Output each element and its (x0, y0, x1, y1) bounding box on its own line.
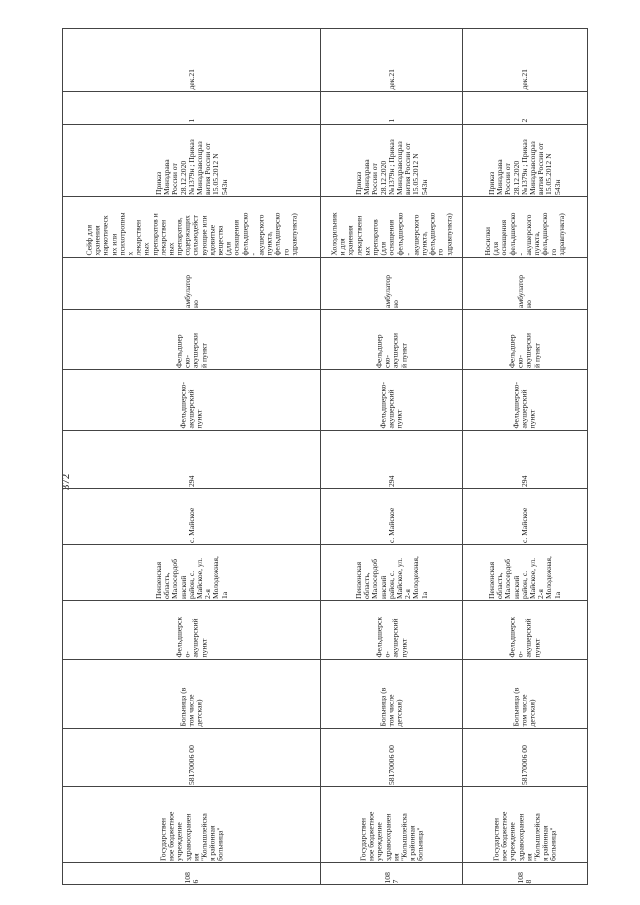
cell-locality (462, 488, 588, 544)
cell-equipment (62, 196, 320, 257)
org-type-text: Больница (в том числе детская) (378, 687, 404, 727)
cell-org-type (320, 659, 462, 728)
cell-organization (62, 786, 320, 862)
cell-locality (62, 488, 320, 544)
cell-equipment (320, 196, 462, 257)
cell-order (62, 124, 320, 196)
cell-org-type (62, 659, 320, 728)
cell-unit-type (320, 369, 462, 430)
page-number: 372 (60, 473, 72, 491)
cell-division (462, 600, 588, 659)
cell-organization (462, 786, 588, 862)
division-text: Фельдшерск о- акушерский пункт (374, 616, 408, 658)
cell-unit-type (462, 369, 588, 430)
cell-address (62, 544, 320, 600)
unit-type-text: Фельдшерско- акушерский пункт (378, 381, 404, 429)
care-type-text: амбулатор но (515, 274, 533, 308)
cell-date (462, 28, 588, 91)
cell-address (320, 544, 462, 600)
cell-care-type (62, 257, 320, 309)
org-type-text: Больница (в том числе детская) (511, 687, 538, 727)
code-text: 58170006 00 (186, 744, 196, 785)
division-text: Фельдшерск о- акушерский пункт (507, 616, 542, 658)
equipment-text: Холодильник и для хранения лекарственн ых препаратов (для оснащения фельдшерско - акушерского пункта, фельдшерско го здравпункта) (329, 212, 453, 256)
cell-quantity (320, 91, 462, 124)
cell-order (462, 124, 588, 196)
equipment-text: Сейф для хранения наркотическ их или психотропны х лекарствен ных препаратов и лекарствен ных препаратов, содержащих сильнодейст вующие или ядовитые вещества (для оснащения фельдшерско - акушерского пункта, фельдшерско го здравпункта) (84, 212, 298, 256)
code-text: 58170006 00 (519, 744, 529, 785)
locality-text: с. Майское (386, 507, 396, 543)
cell-num (320, 862, 462, 885)
cell-unit-name (462, 309, 588, 369)
cell-code (462, 728, 588, 786)
unit-type-text: Фельдшерско- акушерский пункт (178, 381, 204, 429)
num-text: 108 8 (515, 871, 533, 883)
cell-num (62, 862, 320, 885)
cell-population (320, 430, 462, 488)
organization-text: Государствен ное бюджетное учреждение здравоохранен ия "Колышлейска я районная больница" (491, 811, 558, 861)
unit-name-text: Фельдшер ско- акушерски й пункт (507, 332, 542, 368)
locality-text: с. Майское (519, 507, 529, 543)
cell-population (462, 430, 588, 488)
equipment-text: Носилки (для оснащения фельдшерско - акушерского пункта, фельдшерско го здравпункта) (483, 212, 566, 256)
date-text: дек.21 (186, 69, 196, 90)
cell-num (462, 862, 588, 885)
quantity-text: 1 (186, 118, 196, 123)
cell-code (320, 728, 462, 786)
date-text: дек.21 (386, 69, 396, 90)
cell-date (62, 28, 320, 91)
cell-unit-type (62, 369, 320, 430)
unit-name-text: Фельдшер ско- акушерски й пункт (374, 332, 408, 368)
division-text: Фельдшерск о- акушерский пункт (174, 616, 208, 658)
unit-name-text: Фельдшер ско- акушерски й пункт (174, 332, 208, 368)
code-text: 58170006 00 (386, 744, 396, 785)
address-text: Пензенская область, Малосердоб инский район, с. Майское, ул. 2-я Молодежная, 1а (353, 555, 429, 599)
unit-type-text: Фельдшерско- акушерский пункт (511, 381, 538, 429)
quantity-text: 1 (386, 118, 396, 123)
cell-quantity (62, 91, 320, 124)
cell-order (320, 124, 462, 196)
care-type-text: амбулатор но (182, 274, 200, 308)
population-text: 294 (386, 475, 396, 487)
cell-population (62, 430, 320, 488)
cell-unit-name (62, 309, 320, 369)
cell-division (62, 600, 320, 659)
cell-care-type (320, 257, 462, 309)
order-text: Приказ Минздрава России от 28.12.2020 №1379н ; Приказ Минздравсоцраз вития России от 15.05.2012 N 543н (487, 138, 562, 195)
cell-quantity (462, 91, 588, 124)
order-text: Приказ Минздрава России от 28.12.2020 №1379н ; Приказ Минздравсоцраз вития России от 15.05.2012 N 543н (353, 138, 429, 195)
date-text: дек.21 (519, 69, 529, 90)
cell-organization (320, 786, 462, 862)
address-text: Пензенская область, Малосердоб инский район, с. Майское, ул. 2-я Молодежная, 1а (153, 555, 229, 599)
population-text: 294 (519, 475, 529, 487)
cell-locality (320, 488, 462, 544)
num-text: 108 7 (382, 871, 400, 883)
locality-text: с. Майское (186, 507, 196, 543)
cell-org-type (462, 659, 588, 728)
num-text: 108 6 (182, 871, 200, 883)
cell-code (62, 728, 320, 786)
cell-date (320, 28, 462, 91)
address-text: Пензенская область, Малосердоб инский район, с. Майское, ул. 2-я Молодежная, 1а (487, 555, 562, 599)
population-text: 294 (186, 475, 196, 487)
quantity-text: 2 (519, 118, 529, 123)
organization-text: Государствен ное бюджетное учреждение здравоохранен ия "Колышлейска я районная больница" (357, 811, 425, 861)
organization-text: Государствен ное бюджетное учреждение здравоохранен ия "Колышлейска я районная больница" (157, 811, 225, 861)
cell-equipment (462, 196, 588, 257)
care-type-text: амбулатор но (382, 274, 400, 308)
cell-care-type (462, 257, 588, 309)
org-type-text: Больница (в том числе детская) (178, 687, 204, 727)
cell-unit-name (320, 309, 462, 369)
order-text: Приказ Минздрава России от 28.12.2020 №1379н ; Приказ Минздравсоцраз вития России от 15.05.2012 N 543н (153, 138, 229, 195)
cell-division (320, 600, 462, 659)
cell-address (462, 544, 588, 600)
